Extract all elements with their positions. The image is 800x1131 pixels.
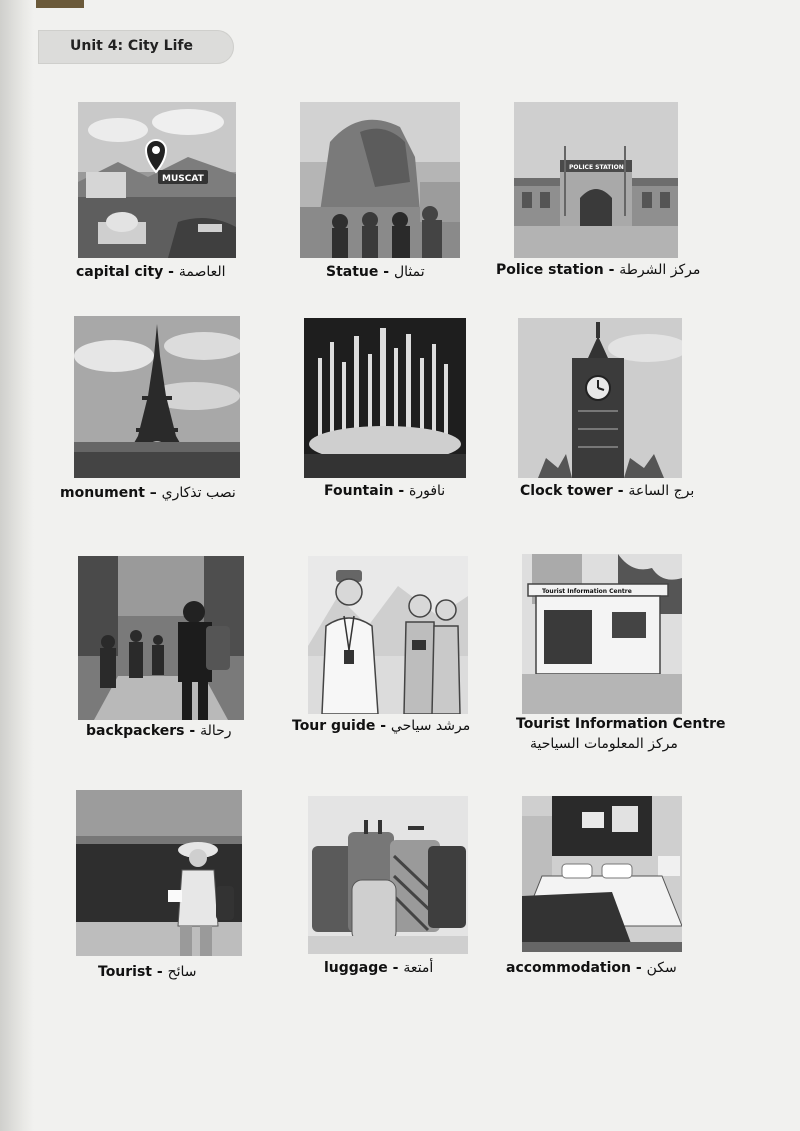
unit-title: Unit 4: City Life [70, 38, 193, 54]
tourist-info-sign: Tourist Information Centre [542, 588, 632, 595]
caption-capital-city: capital city - العاصمة [76, 264, 226, 280]
unit-header-tab [38, 30, 234, 64]
accommodation-image [522, 796, 682, 952]
tourist-information-centre-image [522, 554, 682, 714]
fountain-image [304, 318, 466, 478]
caption-luggage: luggage - أمتعة [324, 960, 434, 976]
luggage-image [308, 796, 468, 954]
caption-monument: monument – نصب تذكاري [60, 485, 236, 501]
muscat-pin-label: MUSCAT [162, 174, 204, 184]
police-station-sign: POLICE STATION [569, 164, 624, 171]
caption-fountain: Fountain - نافورة [324, 483, 446, 499]
monument-image [74, 316, 240, 478]
caption-tourist-information-centre-ar: مركز المعلومات السياحية [530, 736, 678, 752]
police-station-image [514, 102, 678, 258]
top-edge-strip [36, 0, 84, 8]
clock-tower-image [518, 318, 682, 478]
caption-tourist-information-centre-en: Tourist Information Centre [516, 716, 726, 732]
statue-image [300, 102, 460, 258]
caption-police-station: Police station - مركز الشرطة [496, 262, 701, 278]
book-binding-edge [0, 0, 34, 1131]
caption-clock-tower: Clock tower - برج الساعة [520, 483, 695, 499]
caption-accommodation: accommodation - سكن [506, 960, 677, 976]
caption-tour-guide: Tour guide - مرشد سياحي [292, 718, 471, 734]
tour-guide-image [308, 556, 468, 714]
caption-backpackers: backpackers - رحالة [86, 723, 232, 739]
tourist-image [76, 790, 242, 956]
capital-city-image [78, 102, 236, 258]
backpackers-image [78, 556, 244, 720]
caption-statue: Statue - تمثال [326, 264, 425, 280]
caption-tourist: Tourist - سائح [98, 964, 197, 980]
